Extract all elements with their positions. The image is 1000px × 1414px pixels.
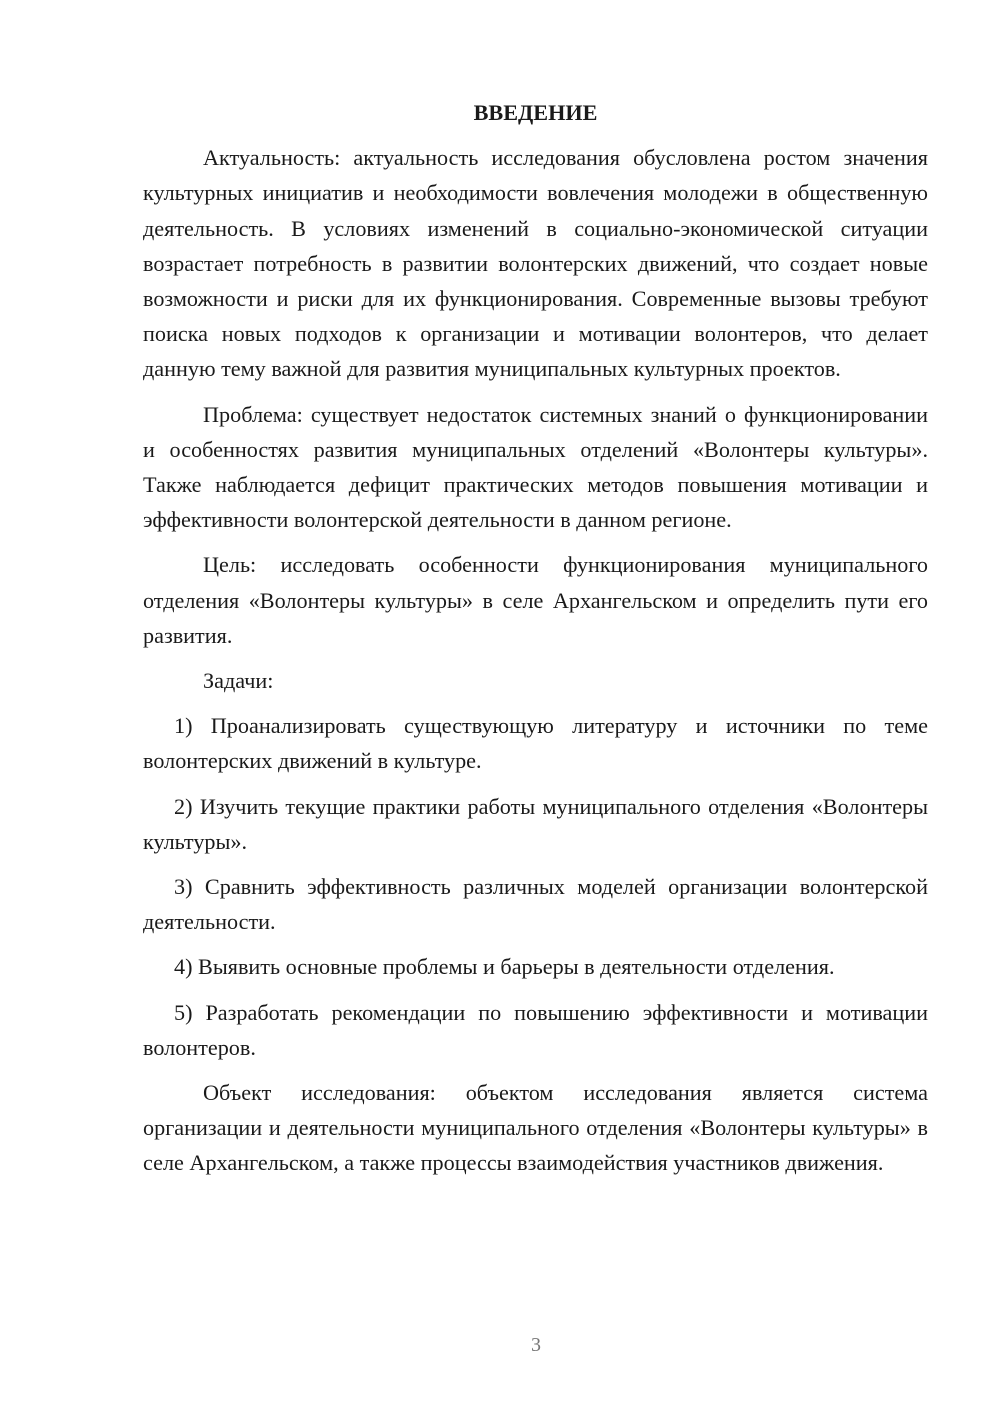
task-item-5: 5) Разработать рекомендации по повышению эффективности и мотивации волонтеров. xyxy=(143,999,928,1060)
task-item-4: 4) Выявить основные проблемы и барьеры в деятельности отделения. xyxy=(174,954,835,980)
task-item-3: 3) Сравнить эффективность различных моделей организации волонтерской деятельности. xyxy=(143,874,928,935)
paragraph-relevance: Актуальность: актуальность исследования обусловлена ростом значения культурных инициатив и необходимости вовлечения молодежи в общественную деятельность. В условиях изменений в социально-экономической ситуации возрастает потребность в развитии волонтерских движений, что создает новые возможности и риски для их функционирования. Современные вызовы требуют поиска новых подходов к организации и мотивации волонтеров, что делает данную тему важной для развития муниципальных культурных проектов. xyxy=(143,145,928,382)
task-item-1: 1) Проанализировать существующую литературу и источники по теме волонтерских движений в культуре. xyxy=(143,713,928,774)
paragraph-object: Объект исследования: объектом исследования является система организации и деятельности муниципального отделения «Волонтеры культуры» в селе Архангельском, а также процессы взаимодействия участников движения. xyxy=(143,1080,928,1176)
paragraph-problem: Проблема: существует недостаток системных знаний о функционировании и особенностях развития муниципальных отделений «Волонтеры культуры». Также наблюдается дефицит практических методов повышения мотивации и эффективности волонтерской деятельности в данном регионе. xyxy=(143,401,928,533)
section-heading: ВВЕДЕНИЕ xyxy=(473,100,598,125)
document-page xyxy=(143,95,928,1191)
task-item-2: 2) Изучить текущие практики работы муниципального отделения «Волонтеры культуры». xyxy=(143,793,928,854)
paragraph-goal: Цель: исследовать особенности функционирования муниципального отделения «Волонтеры культуры» в селе Архангельском и определить пути его развития. xyxy=(143,552,928,648)
tasks-label: Задачи: xyxy=(203,668,274,694)
page-number: 3 xyxy=(531,1334,541,1356)
